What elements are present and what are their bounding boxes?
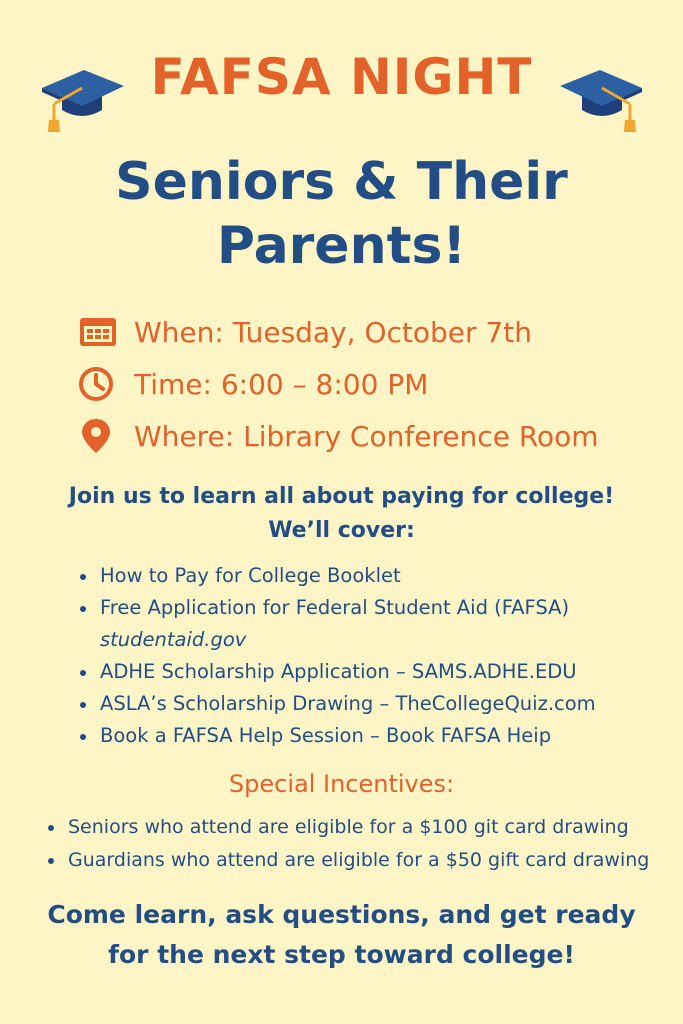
- event-location-text: Where: Library Conference Room: [134, 419, 599, 453]
- intro-text: [0, 480, 683, 548]
- intro-line: Join us to learn all about paying for college!: [68, 484, 615, 509]
- intro-line: We’ll cover:: [268, 518, 415, 543]
- list-item: Book a FAFSA Help Session – Book FAFSA Heip: [78, 720, 596, 752]
- subtitle-line: Parents!: [216, 216, 467, 276]
- list-item: ASLA’s Scholarship Drawing – TheCollegeQuiz.com: [78, 688, 596, 720]
- closing-line: Come learn, ask questions, and get ready: [47, 900, 636, 929]
- closing-text: [0, 895, 683, 975]
- list-item: Guardians who attend are eligible for a $50 gift card drawing: [46, 844, 649, 877]
- fafsa-website: studentaid.gov: [100, 628, 247, 651]
- event-location: [78, 416, 599, 456]
- coverage-list: [78, 560, 596, 752]
- incentives-list: [46, 811, 649, 877]
- subtitle: [0, 150, 683, 278]
- event-time: [78, 364, 428, 404]
- subtitle-line: Seniors & Their: [115, 152, 568, 212]
- list-item: ADHE Scholarship Application – SAMS.ADHE.EDU: [78, 656, 596, 688]
- event-date-text: When: Tuesday, October 7th: [134, 315, 532, 349]
- list-item: How to Pay for College Booklet: [78, 560, 596, 592]
- incentives-heading: Special Incentives:: [228, 770, 455, 798]
- closing-line: for the next step toward college!: [108, 940, 575, 969]
- page-title: FAFSA NIGHT: [150, 48, 533, 106]
- clock-icon: [78, 364, 120, 404]
- location-pin-icon: [78, 416, 120, 456]
- list-item: Free Application for Federal Student Aid (FAFSA) studentaid.gov: [78, 592, 596, 656]
- event-date: [78, 312, 532, 352]
- list-item: Seniors who attend are eligible for a $100 git card drawing: [46, 811, 649, 844]
- calendar-icon: [78, 312, 120, 352]
- event-time-text: Time: 6:00 – 8:00 PM: [134, 367, 429, 401]
